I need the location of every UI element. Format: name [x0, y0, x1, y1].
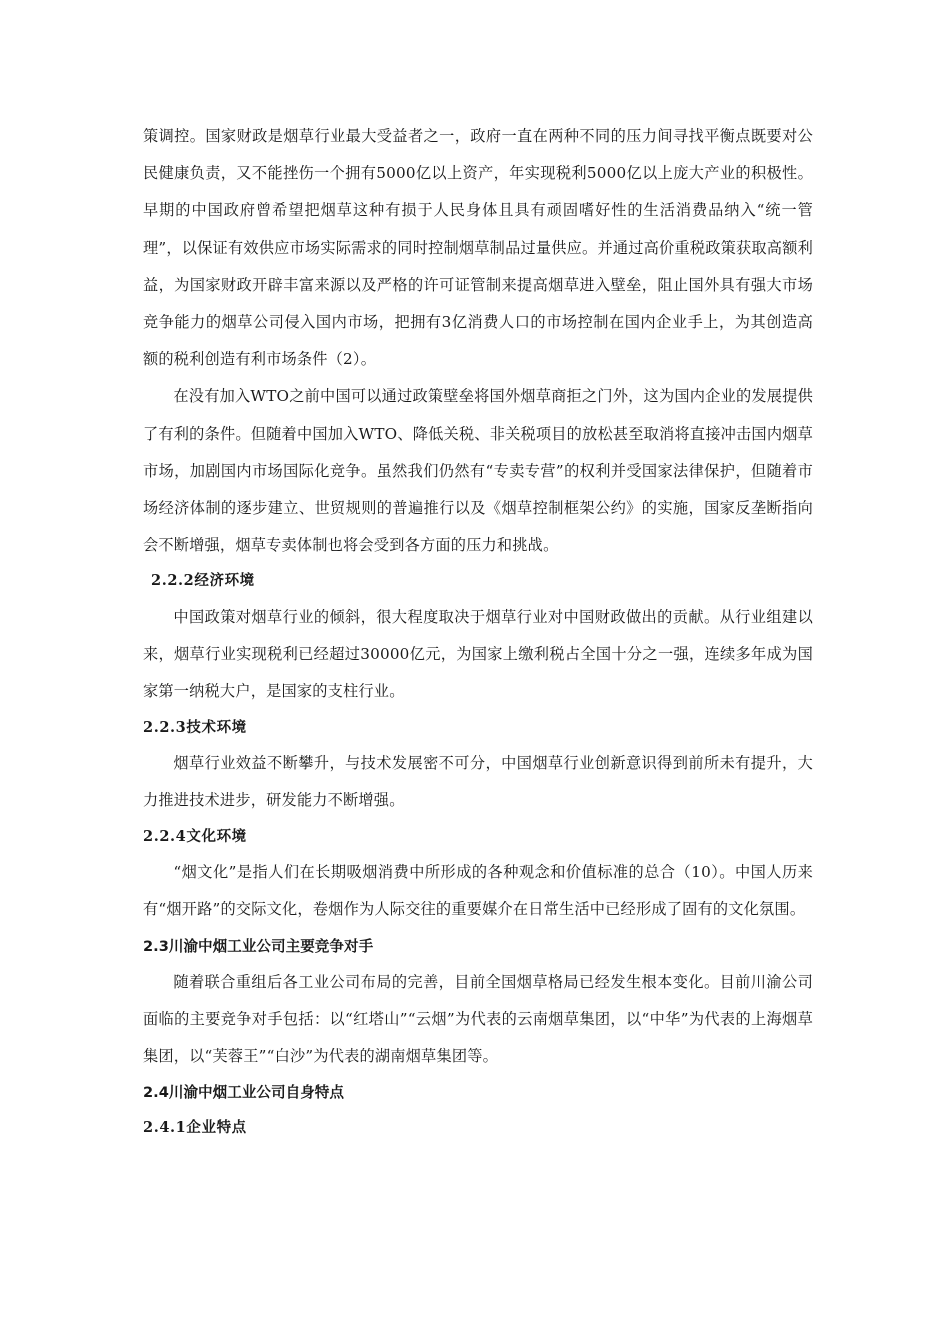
- paragraph-competitors-list: 随着联合重组后各工业公司布局的完善，目前全国烟草格局已经发生根本变化。目前川渝公司面临的主要竞争对手包括：以“红塔山”“云烟”为代表的云南烟草集团，以“中华”为代表的上海烟草集团，以“芙蓉王”“白沙”为代表的湖南烟草集团等。: [143, 972, 813, 1066]
- page-body: [143, 118, 813, 1145]
- heading-technology-environment: 2.2.3技术环境: [143, 718, 247, 736]
- paragraph-smoking-culture: “烟文化”是指人们在长期吸烟消费中所形成的各种观念和价值标准的总合（10）。中国人历来有“烟开路”的交际文化，卷烟作为人际交往的重要媒介在日常生活中已经形成了固有的文化氛围。: [143, 863, 813, 919]
- paragraph-economic-contribution: 中国政策对烟草行业的倾斜，很大程度取决于烟草行业对中国财政做出的贡献。从行业组建以来，烟草行业实现税利已经超过30000亿元，为国家上缴利税占全国十分之一强，连续多年成为国家第一纳税大户，是国家的支柱行业。: [143, 608, 813, 701]
- paragraph-wto-impact: 在没有加入WTO之前中国可以通过政策壁垒将国外烟草商拒之门外，这为国内企业的发展提供了有利的条件。但随着中国加入WTO、降低关税、非关税项目的放松甚至取消将直接冲击国内烟草市场，加剧国内市场国际化竞争。虽然我们仍然有“专卖专营”的权利并受国家法律保护，但随着市场经济体制的逐步建立、世贸规则的普遍推行以及《烟草控制框架公约》的实施，国家反垄断指向会不断增强，烟草专卖体制也将会受到各方面的压力和挑战。: [143, 387, 813, 555]
- heading-cultural-environment: 2.2.4文化环境: [143, 827, 247, 845]
- heading-enterprise-features: 2.4.1企业特点: [143, 1118, 247, 1136]
- heading-company-characteristics: 2.4川渝中烟工业公司自身特点: [143, 1084, 344, 1102]
- heading-main-competitors: 2.3川渝中烟工业公司主要竞争对手: [143, 937, 374, 955]
- paragraph-tobacco-policy-control: 策调控。国家财政是烟草行业最大受益者之一，政府一直在两种不同的压力间寻找平衡点既要对公民健康负责，又不能挫伤一个拥有5000亿以上资产，年实现税利5000亿以上庞大产业的积极性。早期的中国政府曾希望把烟草这种有损于人民身体且具有顽固嗜好性的生活消费品纳入“统一管理”，以保证有效供应市场实际需求的同时控制烟草制品过量供应。并通过高价重税政策获取高额利益，为国家财政开辟丰富来源以及严格的许可证管制来提高烟草进入壁垒，阻止国外具有强大市场竞争能力的烟草公司侵入国内市场，把拥有3亿消费人口的市场控制在国内企业手上，为其创造高额的税利创造有利市场条件（2）。: [143, 127, 813, 369]
- heading-economic-environment: 2.2.2经济环境: [151, 572, 255, 590]
- paragraph-technology-progress: 烟草行业效益不断攀升，与技术发展密不可分，中国烟草行业创新意识得到前所未有提升，大力推进技术进步，研发能力不断增强。: [143, 754, 813, 810]
